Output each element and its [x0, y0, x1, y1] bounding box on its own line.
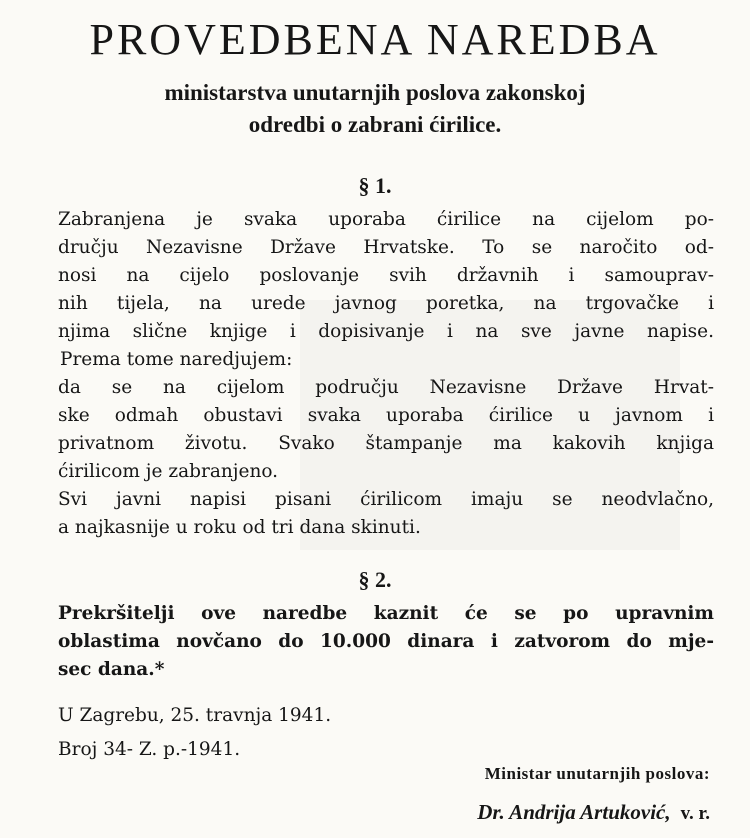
signature-suffix: v. r. [680, 803, 710, 824]
section-1-line: Zabranjena je svaka uporaba ćirilice na cijelom po- [58, 209, 714, 230]
section-1-line: njima slične knjige i dopisivanje i na sve javne napise. [58, 321, 714, 342]
section-1-line: dručju Nezavisne Države Hrvatske. To se naročito od- [58, 237, 714, 258]
section-1-line: privatnom životu. Svako štampanje ma kakovih knjiga [58, 433, 714, 454]
place-and-date: U Zagrebu, 25. travnja 1941. [58, 705, 332, 726]
section-1-mark: § 1. [358, 173, 392, 198]
section-1-line: ćirilicom je zabranjeno. [58, 461, 279, 482]
section-2-line: Prekršitelji ove naredbe kaznit će se po upravnim [58, 603, 714, 624]
section-1-line: a najkasnije u roku od tri dana skinuti. [58, 517, 421, 538]
section-2-line: sec dana.* [58, 659, 165, 680]
section-1-line: Prema tome naredjujem: [60, 349, 293, 370]
signature-name: Dr. Andrija Artuković, [477, 800, 671, 824]
section-2-mark: § 2. [358, 567, 392, 592]
document-title: PROVEDBENA NAREDBA [89, 15, 661, 64]
signature-block [477, 798, 710, 828]
section-1-line: ske odmah obustavi svaka uporaba ćirilice u javnom i [58, 405, 714, 426]
section-1-line: nosi na cijelo poslovanje svih državnih i samouprav- [58, 265, 714, 286]
section-1-line: da se na cijelom području Nezavisne Države Hrvat- [58, 377, 714, 398]
document-number: Broj 34- Z. p.-1941. [58, 739, 241, 760]
subtitle-line-2: odredbi o zabrani ćirilice. [248, 112, 502, 137]
section-1-line: nih tijela, na urede javnog poretka, na trgovačke i [58, 293, 714, 314]
signature-role: Ministar unutarnjih poslova: [484, 764, 710, 783]
section-2-line: oblastima novčano do 10.000 dinara i zatvorom do mje- [58, 631, 714, 652]
section-1-line: Svi javni napisi pisani ćirilicom imaju se neodvlačno, [58, 489, 714, 510]
subtitle-line-1: ministarstva unutarnjih poslova zakonskoj [164, 80, 586, 105]
